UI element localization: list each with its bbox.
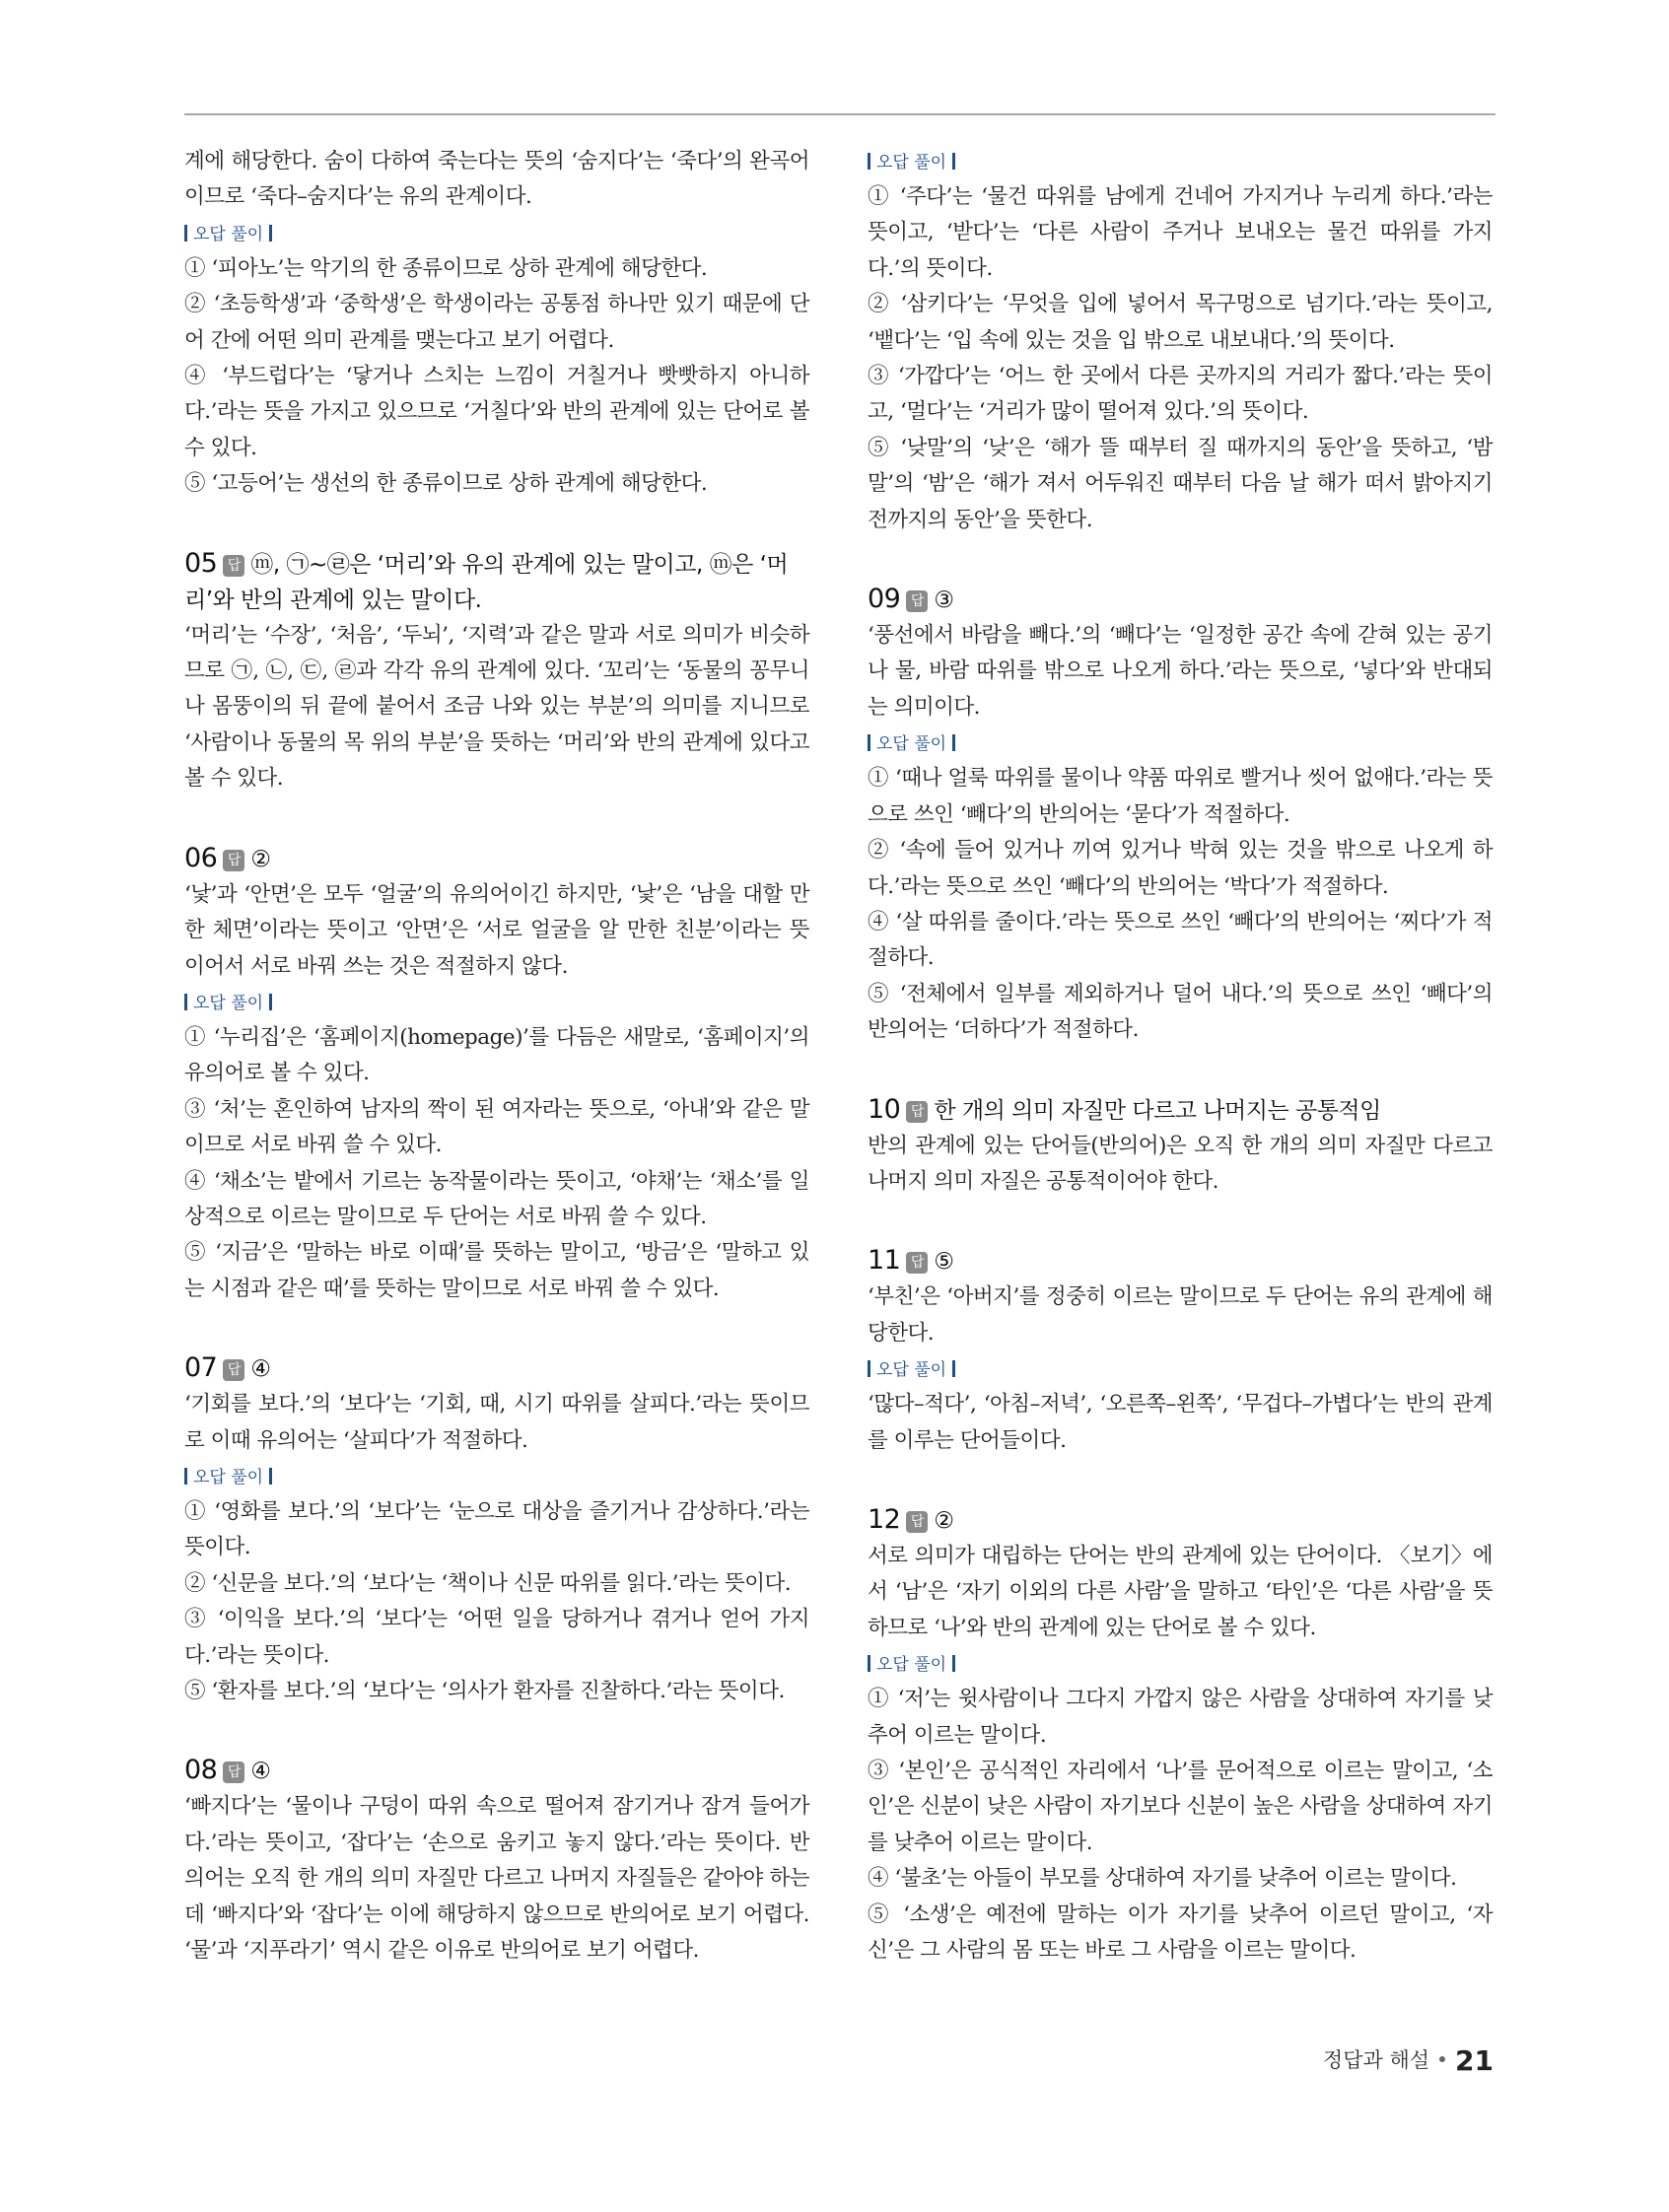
answer-badge-icon: 답 [223, 555, 244, 577]
page-footer [1323, 2044, 1494, 2077]
wrong-answer-item: ② ‘초등학생’과 ‘중학생’은 학생이라는 공통점 하나만 있기 때문에 단어 간에 어떤 의미 관계를 맺는다고 보기 어렵다. [184, 292, 809, 353]
explanation: ‘풍선에서 바람을 빼다.’의 ‘빼다’는 ‘일정한 공간 속에 갇혀 있는 공기나 물, 바람 따위를 밖으로 나오게 하다.’라는 뜻으로, ‘넣다’와 반대되는 의미이다. [868, 623, 1493, 720]
answer-badge-icon: 답 [223, 1359, 244, 1381]
wrong-answer-item: ② ‘신문을 보다.’의 ‘보다’는 ‘책이나 신문 따위를 읽다.’라는 뜻이다. [184, 1570, 792, 1596]
label-bar-icon [868, 153, 870, 170]
answer-badge-icon: 답 [223, 850, 244, 871]
wrong-answer-label: 오답 풀이 [184, 987, 809, 1020]
explanation: 서로 의미가 대립하는 단어는 반의 관계에 있는 단어이다. 〈보기〉에서 ‘남’은 ‘자기 이외의 다른 사람’을 말하고 ‘타인’은 ‘다른 사람’을 뜻하므로 ‘나’와 반의 관계에 있는 단어로 볼 수 있다. [868, 1543, 1493, 1640]
wrong-answer-item: ⑤ ‘소생’은 예전에 말하는 이가 자기를 낮추어 이르던 말이고, ‘자신’은 그 사람의 몸 또는 바로 그 사람을 이르는 말이다. [868, 1901, 1493, 1964]
answer-badge-icon: 답 [906, 1101, 928, 1123]
wrong-answer-label: 오답 풀이 [184, 1461, 809, 1494]
wrong-answer-item: ③ ‘가깝다’는 ‘어느 한 곳에서 다른 곳까지의 거리가 짧다.’라는 뜻이고, ‘멀다’는 ‘거리가 많이 떨어져 있다.’의 뜻이다. [868, 364, 1493, 425]
wrong-answer-item: ④ ‘살 따위를 줄이다.’라는 뜻으로 쓰인 ‘빼다’의 반의어는 ‘찌다’가 적절하다. [868, 909, 1493, 971]
explanation: ‘낯’과 ‘안면’은 모두 ‘얼굴’의 유의어이긴 하지만, ‘낯’은 ‘남을 대할 만한 체면’이라는 뜻이고 ‘안면’은 ‘서로 얼굴을 알 만한 친분’이라는 뜻이어서 서로 바꿔 쓰는 것은 적절하지 않다. [184, 881, 809, 979]
wrong-answer-item: ④ ‘채소’는 밭에서 기르는 농작물이라는 뜻이고, ‘야채’는 ‘채소’를 일상적으로 이르는 말이므로 두 단어는 서로 바꿔 쓸 수 있다. [184, 1168, 809, 1229]
question-06-heading: 06 답 ② [184, 842, 271, 873]
wrong-answer-item: ① ‘피아노’는 악기의 한 종류이므로 상하 관계에 해당한다. [184, 255, 708, 281]
footer-title: 정답과 해설 [1322, 2048, 1430, 2072]
question-11-heading: 11 답 ⑤ [868, 1245, 954, 1277]
wrong-answer-label: 오답 풀이 [868, 146, 1493, 179]
wrong-answer-item: ④ ‘불초’는 아들이 부모를 상대하여 자기를 낮추어 이르는 말이다. [868, 1866, 1457, 1892]
wrong-answer-item: ④ ‘부드럽다’는 ‘닿거나 스치는 느낌이 거칠거나 빳빳하지 아니하다.’라는 뜻을 가지고 있으므로 ‘거칠다’와 반의 관계에 있는 단어로 볼 수 있다. [184, 364, 809, 460]
wrong-answer-label: 오답 풀이 [868, 727, 1493, 761]
label-bar-icon [952, 734, 955, 751]
question-05-heading: 05 답 ⓜ, ㉠~㉣은 ‘머리’와 유의 관계에 있는 말이고, ⓜ은 ‘머리’와 반의 관계에 있는 말이다. [184, 547, 789, 613]
wrong-answer-item: ‘많다–적다’, ‘아침–저녁’, ‘오른쪽–왼쪽’, ‘무겁다–가볍다’는 반의 관계를 이루는 단어들이다. [868, 1392, 1493, 1453]
wrong-answer-item: ① ‘때나 얼룩 따위를 물이나 약품 따위로 빨거나 씻어 없애다.’라는 뜻으로 쓰인 ‘빼다’의 반의어는 ‘묻다’가 적절하다. [868, 766, 1493, 827]
right-column [868, 144, 1493, 1969]
wrong-answer-label: 오답 풀이 [868, 1648, 1493, 1682]
wrong-answer-item: ② ‘삼키다’는 ‘무엇을 입에 넣어서 목구멍으로 넘기다.’라는 뜻이고, ‘뱉다’는 ‘입 속에 있는 것을 입 밖으로 내보내다.’의 뜻이다. [868, 292, 1493, 353]
wrong-answer-item: ③ ‘본인’은 공식적인 자리에서 ‘나’를 문어적으로 이르는 말이고, ‘소인’은 신분이 낮은 사람이 자기보다 신분이 높은 사람을 상대하여 자기를 낮추어 이르는 말이다. [868, 1759, 1493, 1855]
wrong-answer-item: ⑤ ‘고등어’는 생선의 한 종류이므로 상하 관계에 해당한다. [184, 471, 708, 497]
label-bar-icon [868, 1655, 870, 1672]
wrong-answer-item: ① ‘저’는 윗사람이나 그다지 가깝지 않은 사람을 상대하여 자기를 낮추어 이르는 말이다. [868, 1687, 1493, 1748]
wrong-answer-item: ⑤ ‘전체에서 일부를 제외하거나 덜어 내다.’의 뜻으로 쓰인 ‘빼다’의 반의어는 ‘더하다’가 적절하다. [868, 981, 1493, 1043]
label-bar-icon [269, 225, 272, 242]
answer-badge-icon: 답 [906, 590, 928, 612]
wrong-answer-item: ③ ‘이익을 보다.’의 ‘보다’는 ‘어떤 일을 당하거나 겪거나 얻어 가지다.’라는 뜻이다. [184, 1607, 809, 1668]
label-bar-icon [269, 1468, 272, 1485]
wrong-answer-label: 오답 풀이 [868, 1353, 1493, 1387]
answer-badge-icon: 답 [906, 1252, 928, 1274]
label-bar-icon [269, 994, 272, 1010]
wrong-answer-label: 오답 풀이 [184, 218, 809, 251]
question-10-heading: 10 답 한 개의 의미 자질만 다르고 나머지는 공통적임 [868, 1093, 1381, 1125]
label-bar-icon [952, 1655, 955, 1672]
wrong-answer-item: ① ‘누리집’은 ‘홈페이지(homepage)’를 다듬은 새말로, ‘홈페이지’의 유의어로 볼 수 있다. [184, 1024, 809, 1086]
explanation: ‘머리’는 ‘수장’, ‘처음’, ‘두뇌’, ‘지력’과 같은 말과 서로 의미가 비슷하므로 ㉠, ㉡, ㉢, ㉣과 각각 유의 관계에 있다. ‘꼬리’는 ‘동물의 꽁무니나 몸뚱이의 뒤 끝에 붙어서 조금 나와 있는 부분’의 의미를 지니므로 ‘사람이나 동물의 목 위의 부분’을 뜻하는 ‘머리’와 반의 관계에 있다고 볼 수 있다. [184, 622, 809, 792]
top-rule [184, 113, 1495, 115]
explanation: ‘빠지다’는 ‘물이나 구덩이 따위 속으로 떨어져 잠기거나 잠겨 들어가다.’라는 뜻이고, ‘잡다’는 ‘손으로 움키고 놓지 않다.’라는 뜻이다. 반의어는 오직 한 개의 의미 자질만 다르고 나머지 자질들은 같아야 하는데 ‘빠지다’와 ‘잡다’는 이에 해당하지 않으므로 반의어로 보기 어렵다. ‘물’과 ‘지푸라기’ 역시 같은 이유로 반의어로 보기 어렵다. [184, 1794, 809, 1964]
bullet-dot-icon [1439, 2056, 1445, 2062]
question-07-heading: 07 답 ④ [184, 1352, 271, 1384]
explanation: ‘기회를 보다.’의 ‘보다’는 ‘기회, 때, 시기 따위를 살피다.’라는 뜻이므로 이때 유의어는 ‘살피다’가 적절하다. [184, 1392, 809, 1453]
label-bar-icon [184, 225, 187, 242]
wrong-answer-item: ⑤ ‘낮말’의 ‘낮’은 ‘해가 뜰 때부터 질 때까지의 동안’을 뜻하고, ‘밤말’의 ‘밤’은 ‘해가 져서 어두워진 때부터 다음 날 해가 떠서 밝아지기 전까지의 동안’을 뜻한다. [868, 435, 1493, 532]
answer-badge-icon: 답 [906, 1511, 928, 1533]
question-09-heading: 09 답 ③ [868, 584, 954, 615]
left-column [184, 144, 809, 1969]
paragraph: 계에 해당한다. 숨이 다하여 죽는다는 뜻의 ‘숨지다’는 ‘죽다’의 완곡어이므로 ‘죽다–숨지다’는 유의 관계이다. [184, 149, 809, 210]
page-number: 21 [1455, 2044, 1494, 2077]
label-bar-icon [952, 1360, 955, 1377]
label-bar-icon [868, 734, 870, 751]
question-12-heading: 12 답 ② [868, 1503, 954, 1535]
explanation: 반의 관계에 있는 단어들(반의어)은 오직 한 개의 의미 자질만 다르고 나머지 의미 자질은 공통적이어야 한다. [868, 1133, 1493, 1194]
wrong-answer-item: ① ‘주다’는 ‘물건 따위를 남에게 건네어 가지거나 누리게 하다.’라는 뜻이고, ‘받다’는 ‘다른 사람이 주거나 보내오는 물건 따위를 가지다.’의 뜻이다. [868, 184, 1493, 281]
wrong-answer-item: ③ ‘처’는 혼인하여 남자의 짝이 된 여자라는 뜻으로, ‘아내’와 같은 말이므로 서로 바꿔 쓸 수 있다. [184, 1096, 809, 1158]
question-08-heading: 08 답 ④ [184, 1755, 271, 1786]
label-bar-icon [868, 1360, 870, 1377]
wrong-answer-item: ① ‘영화를 보다.’의 ‘보다’는 ‘눈으로 대상을 즐기거나 감상하다.’라는 뜻이다. [184, 1498, 809, 1560]
label-bar-icon [184, 994, 187, 1010]
wrong-answer-item: ⑤ ‘지금’은 ‘말하는 바로 이때’를 뜻하는 말이고, ‘방금’은 ‘말하고 있는 시점과 같은 때’를 뜻하는 말이므로 서로 바꿔 쓸 수 있다. [184, 1240, 809, 1301]
answer-badge-icon: 답 [223, 1762, 244, 1783]
label-bar-icon [184, 1468, 187, 1485]
label-bar-icon [952, 153, 955, 170]
wrong-answer-item: ② ‘속에 들어 있거나 끼여 있거나 박혀 있는 것을 밖으로 나오게 하다.’라는 뜻으로 쓰인 ‘빼다’의 반의어는 ‘박다’가 적절하다. [868, 838, 1493, 899]
wrong-answer-item: ⑤ ‘환자를 보다.’의 ‘보다’는 ‘의사가 환자를 진찰하다.’라는 뜻이다. [184, 1679, 785, 1703]
explanation: ‘부친’은 ‘아버지’를 정중히 이르는 말이므로 두 단어는 유의 관계에 해당한다. [868, 1284, 1493, 1346]
